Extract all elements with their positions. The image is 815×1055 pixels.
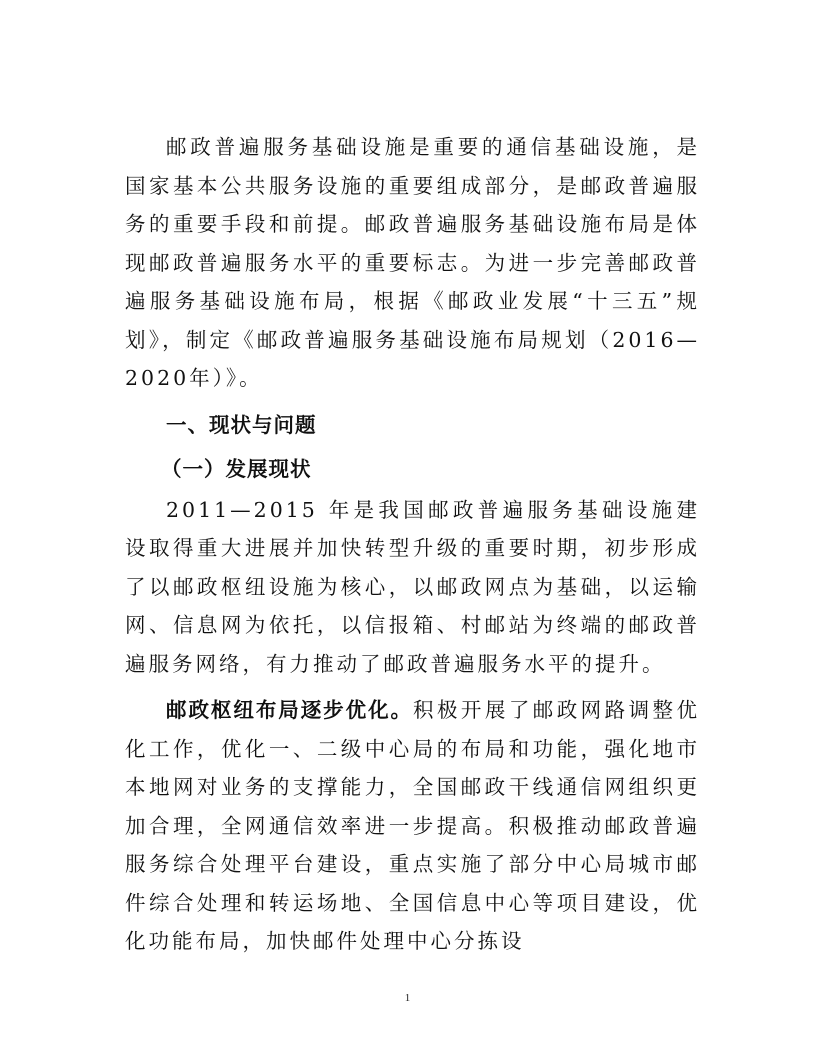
hub-paragraph-body: 积极开展了邮政网路调整优化工作，优化一、二级中心局的布局和功能，强化地市本地网对业务的支撑能力，全国邮政干线通信网组织更加合理，全网通信效率进一步提高。积极推动邮政普遍服务综合处理平台建设，重点实施了部分中心局城市邮件综合处理和转运场地、全国信息中心等项目建设，优化功能布局，加快邮件处理中心分拣设 [125, 698, 700, 953]
hub-paragraph-lead: 邮政枢纽布局逐步优化。 [166, 698, 413, 722]
status-paragraph: 2011—2015 年是我国邮政普遍服务基础设施建设取得重大进展并加快转型升级的重要时期，初步形成了以邮政枢纽设施为核心，以邮政网点为基础，以运输网、信息网为依托，以信报箱、村邮站为终端的邮政普遍服务网络，有力推动了邮政普遍服务水平的提升。 [125, 497, 700, 676]
intro-paragraph: 邮政普遍服务基础设施是重要的通信基础设施，是国家基本公共服务设施的重要组成部分，是邮政普遍服务的重要手段和前提。邮政普遍服务基础设施布局是体现邮政普遍服务水平的重要标志。为进一步完善邮政普遍服务基础设施布局，根据《邮政业发展“十三五”规划》，制定《邮政普遍服务基础设施布局规划（2016—2020年）》。 [125, 135, 700, 390]
subsection-heading: （一）发展现状 [161, 457, 312, 481]
page-number: 1 [404, 992, 411, 1004]
hub-paragraph [125, 691, 700, 961]
document-body [125, 128, 700, 961]
section-heading: 一、现状与问题 [166, 412, 317, 437]
